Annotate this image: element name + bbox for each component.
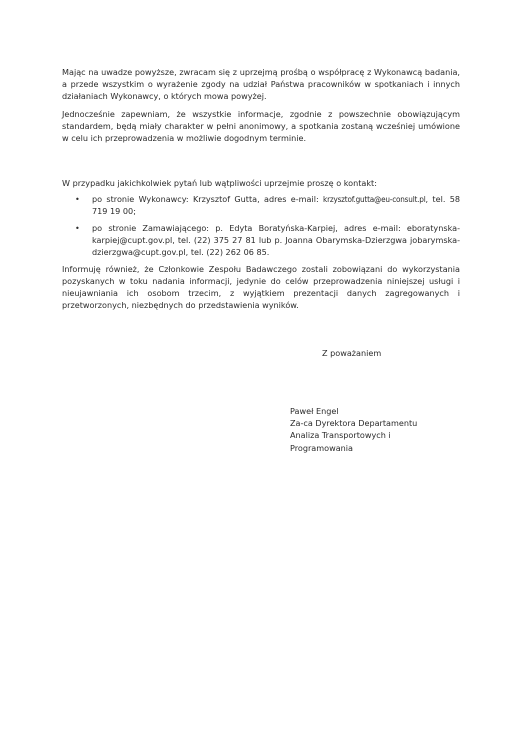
signature-block (290, 405, 417, 454)
paragraph-contact-intro: W przypadku jakichkolwiek pytań lub wątpliwości uprzejmie proszę o kontakt: (62, 177, 377, 188)
signer-title-line-3: Programowania (290, 442, 354, 453)
signer-title-line-1: Za-ca Dyrektora Departamentu (290, 418, 418, 429)
list-item-contractor-contact (62, 193, 460, 217)
contact-list (62, 193, 460, 258)
closing-salutation: Z poważaniem (322, 348, 382, 358)
letter-body (62, 66, 460, 312)
contractor-phone-text: , tel. 58 719 19 00; (92, 193, 461, 216)
bullet-icon: • (75, 222, 80, 233)
client-contact-text: po stronie Zamawiającego: p. Edyta Boratyńska-Karpiej, adres e-mail: eboratynska-karpiej@cupt.gov.pl, tel. (22) 375 27 81 lub p. Joanna Obarymska-Dzierzgwa jobarymska-dzierzgwa@cupt.gov.pl, tel. (22) 262 06 85. (92, 222, 460, 258)
list-item-client-contact (62, 222, 460, 258)
signer-title-line-2: Analiza Transportowych i (290, 430, 391, 441)
contractor-email: krzysztof.gutta@eu-consult.pl (323, 193, 426, 204)
signer-name: Paweł Engel (290, 406, 339, 416)
bullet-icon: • (75, 193, 80, 204)
spacer (62, 145, 460, 177)
paragraph-cooperation-request: Mając na uwadze powyższe, zwracam się z uprzejmą prośbą o współpracę z Wykonawcą badania, a przede wszystkim o wyrażenie zgody na udział Państwa pracowników w spotkaniach i innych działaniach Wykonawcy, o których mowa powyżej. (62, 67, 460, 102)
contractor-contact-text: po stronie Wykonawcy: Krzysztof Gutta, adres e-mail: (92, 193, 324, 204)
paragraph-anonymity: Jednocześnie zapewniam, że wszystkie informacje, zgodnie z powszechnie obowiązującym standardem, będą miały charakter w pełni anonimowy, a spotkania zostaną wcześniej umówione w celu ich przeprowadzenia w możliwie dogodnym terminie. (62, 109, 460, 144)
paragraph-confidentiality: Informuję również, że Członkowie Zespołu Badawczego zostali zobowiązani do wykorzystania pozyskanych w toku nadania informacji, jedynie do celów przeprowadzenia niniejszej usługi i nieujawniania ich osobom trzecim, z wyjątkiem prezentacji danych zagregowanych i przetworzonych, niezbędnych do przedstawienia wyników. (62, 264, 460, 311)
